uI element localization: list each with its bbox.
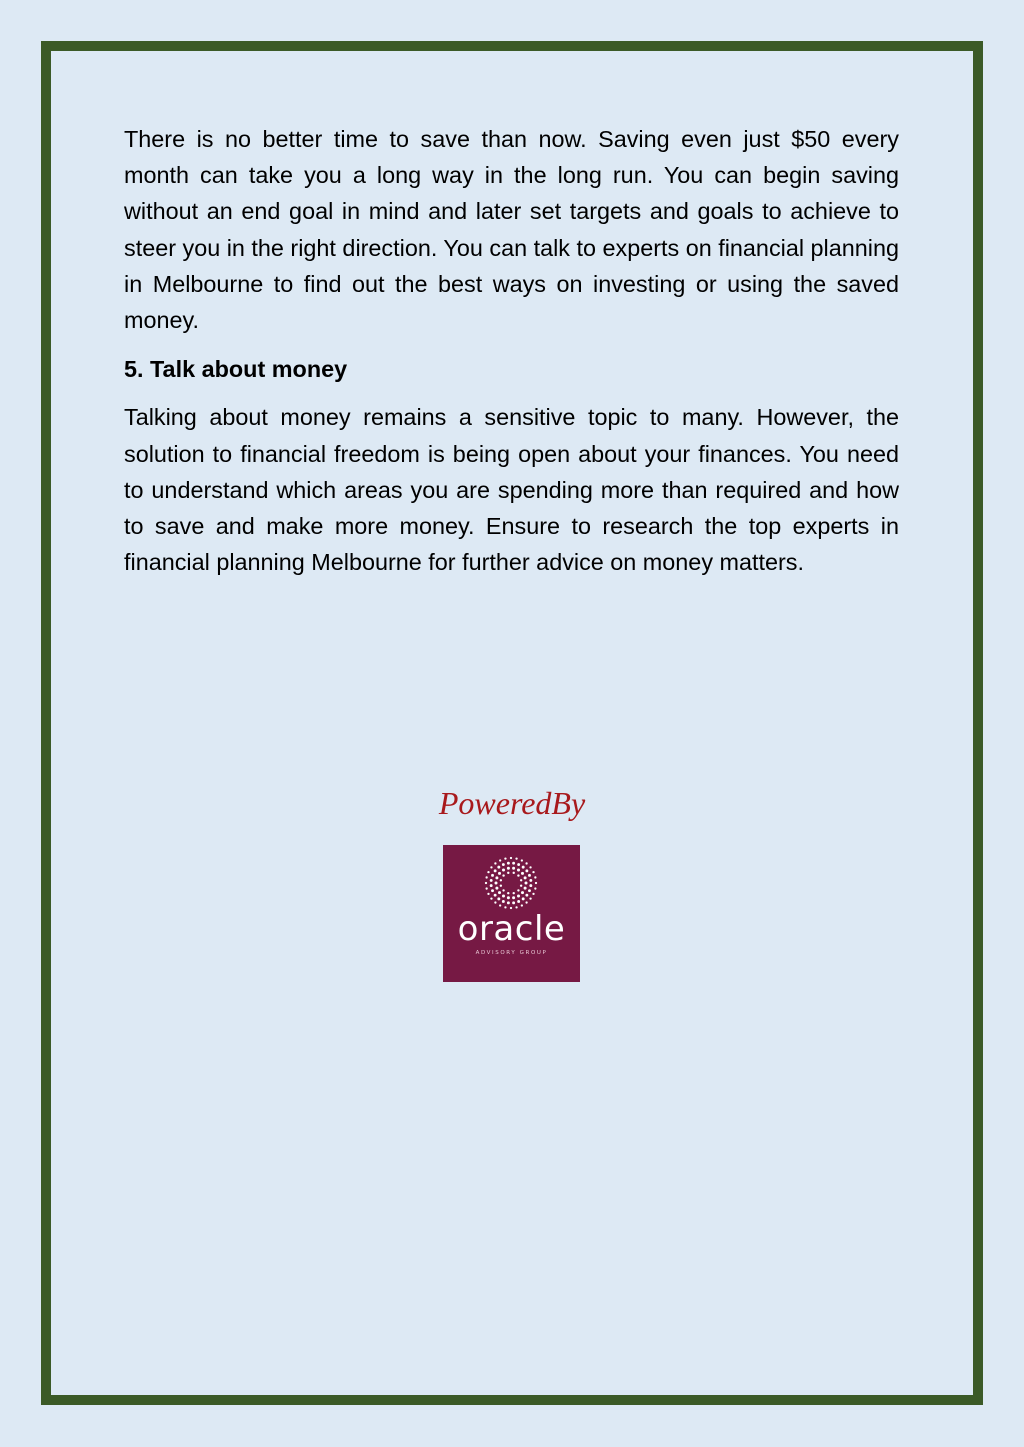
logo-dot xyxy=(494,869,497,872)
logo-dot xyxy=(502,889,504,891)
logo-dot xyxy=(512,862,515,865)
logo-dot xyxy=(520,885,522,887)
logo-dot xyxy=(521,904,523,906)
logo-dot xyxy=(513,892,515,894)
logo-dot xyxy=(522,897,525,900)
logo-dot xyxy=(507,896,510,899)
logo-tagline: ADVISORY GROUP xyxy=(475,950,548,956)
logo-dot xyxy=(494,862,496,864)
logo-dot xyxy=(485,876,487,878)
logo-dot xyxy=(512,867,515,870)
article-body xyxy=(124,121,899,580)
logo-dot xyxy=(507,867,510,870)
logo-dot xyxy=(521,859,523,861)
logo-dot xyxy=(525,862,527,864)
logo-dot xyxy=(497,866,500,869)
oracle-advisory-logo xyxy=(443,845,580,982)
logo-dot xyxy=(507,872,509,874)
logo-dot xyxy=(517,889,519,891)
logo-dot xyxy=(512,896,515,899)
logo-dot xyxy=(534,887,536,889)
logo-dot xyxy=(529,879,532,882)
logo-dot xyxy=(517,863,520,866)
logo-dot xyxy=(487,893,489,895)
logo-dot xyxy=(528,889,531,892)
logo-wordmark: oracle xyxy=(457,909,566,949)
paragraph-saving: There is no better time to save than now. Saving even just $50 every month can take you a long way in the long run. You can begin saving without an end goal in mind and later set targets and goals to achieve to steer you in the right direction. You can talk to experts on financial planning in Melbourne to find out the best ways on investing or using the saved money. xyxy=(124,126,899,334)
logo-dot xyxy=(499,904,501,906)
logo-dot xyxy=(517,869,520,872)
logo-dot xyxy=(529,897,531,899)
logo-dot xyxy=(495,876,498,879)
logo-dot xyxy=(535,882,537,884)
dotted-circle-icon xyxy=(482,854,540,912)
section-heading-talk-about-money: 5. Talk about money xyxy=(124,356,348,383)
logo-dot xyxy=(521,872,524,875)
logo-dot xyxy=(490,879,493,882)
logo-dot xyxy=(498,891,501,894)
logo-dot xyxy=(502,894,505,897)
logo-dot xyxy=(532,893,534,895)
paragraph-talk-about-money: Talking about money remains a sensitive topic to many. However, the solution to financial freedom is being open about your finances. You need to understand which areas you are spending more than required and how to save and make more money. Ensure to research the top experts in financial planning Melbourne for further advice on money matters. xyxy=(124,404,899,576)
logo-dot xyxy=(525,894,528,897)
logo-dot xyxy=(494,901,496,903)
logo-dot xyxy=(529,884,532,887)
logo-dot xyxy=(507,862,510,865)
logo-dot xyxy=(485,882,487,884)
logo-dot xyxy=(487,871,489,873)
logo-dot xyxy=(494,894,497,897)
logo-dot xyxy=(500,879,502,881)
logo-dot xyxy=(490,897,492,899)
logo-dot xyxy=(517,894,520,897)
logo-dot xyxy=(517,874,519,876)
logo-dot xyxy=(532,871,534,873)
logo-dot xyxy=(495,887,498,890)
logo-dot xyxy=(507,892,509,894)
powered-by-label: PoweredBy xyxy=(438,785,586,821)
logo-dot xyxy=(497,897,500,900)
logo-dot xyxy=(491,889,494,892)
logo-dot xyxy=(495,882,498,885)
logo-dot xyxy=(522,866,525,869)
logo-dot xyxy=(521,891,524,894)
logo-dot xyxy=(528,874,531,877)
logo-dot xyxy=(525,882,528,885)
logo-dot xyxy=(525,901,527,903)
logo-dot xyxy=(502,874,504,876)
logo-dot xyxy=(498,872,501,875)
logo-dot xyxy=(499,859,501,861)
logo-dot xyxy=(534,876,536,878)
logo-dot xyxy=(524,887,527,890)
logo-dot xyxy=(490,866,492,868)
logo-dot xyxy=(507,901,510,904)
logo-dot xyxy=(512,901,515,904)
logo-dot xyxy=(502,863,505,866)
logo-dot xyxy=(500,885,502,887)
logo-dot xyxy=(502,900,505,903)
logo-dot xyxy=(524,876,527,879)
logo-dot xyxy=(529,866,531,868)
logo-dot xyxy=(515,857,517,859)
logo-dot xyxy=(491,874,494,877)
logo-dot xyxy=(513,872,515,874)
logo-dot xyxy=(520,879,522,881)
logo-dot xyxy=(502,869,505,872)
logo-dot xyxy=(490,884,493,887)
logo-dot xyxy=(517,900,520,903)
logo-dot xyxy=(504,857,506,859)
logo-dot xyxy=(525,869,528,872)
logo-dot xyxy=(485,887,487,889)
logo-dot xyxy=(510,857,512,859)
